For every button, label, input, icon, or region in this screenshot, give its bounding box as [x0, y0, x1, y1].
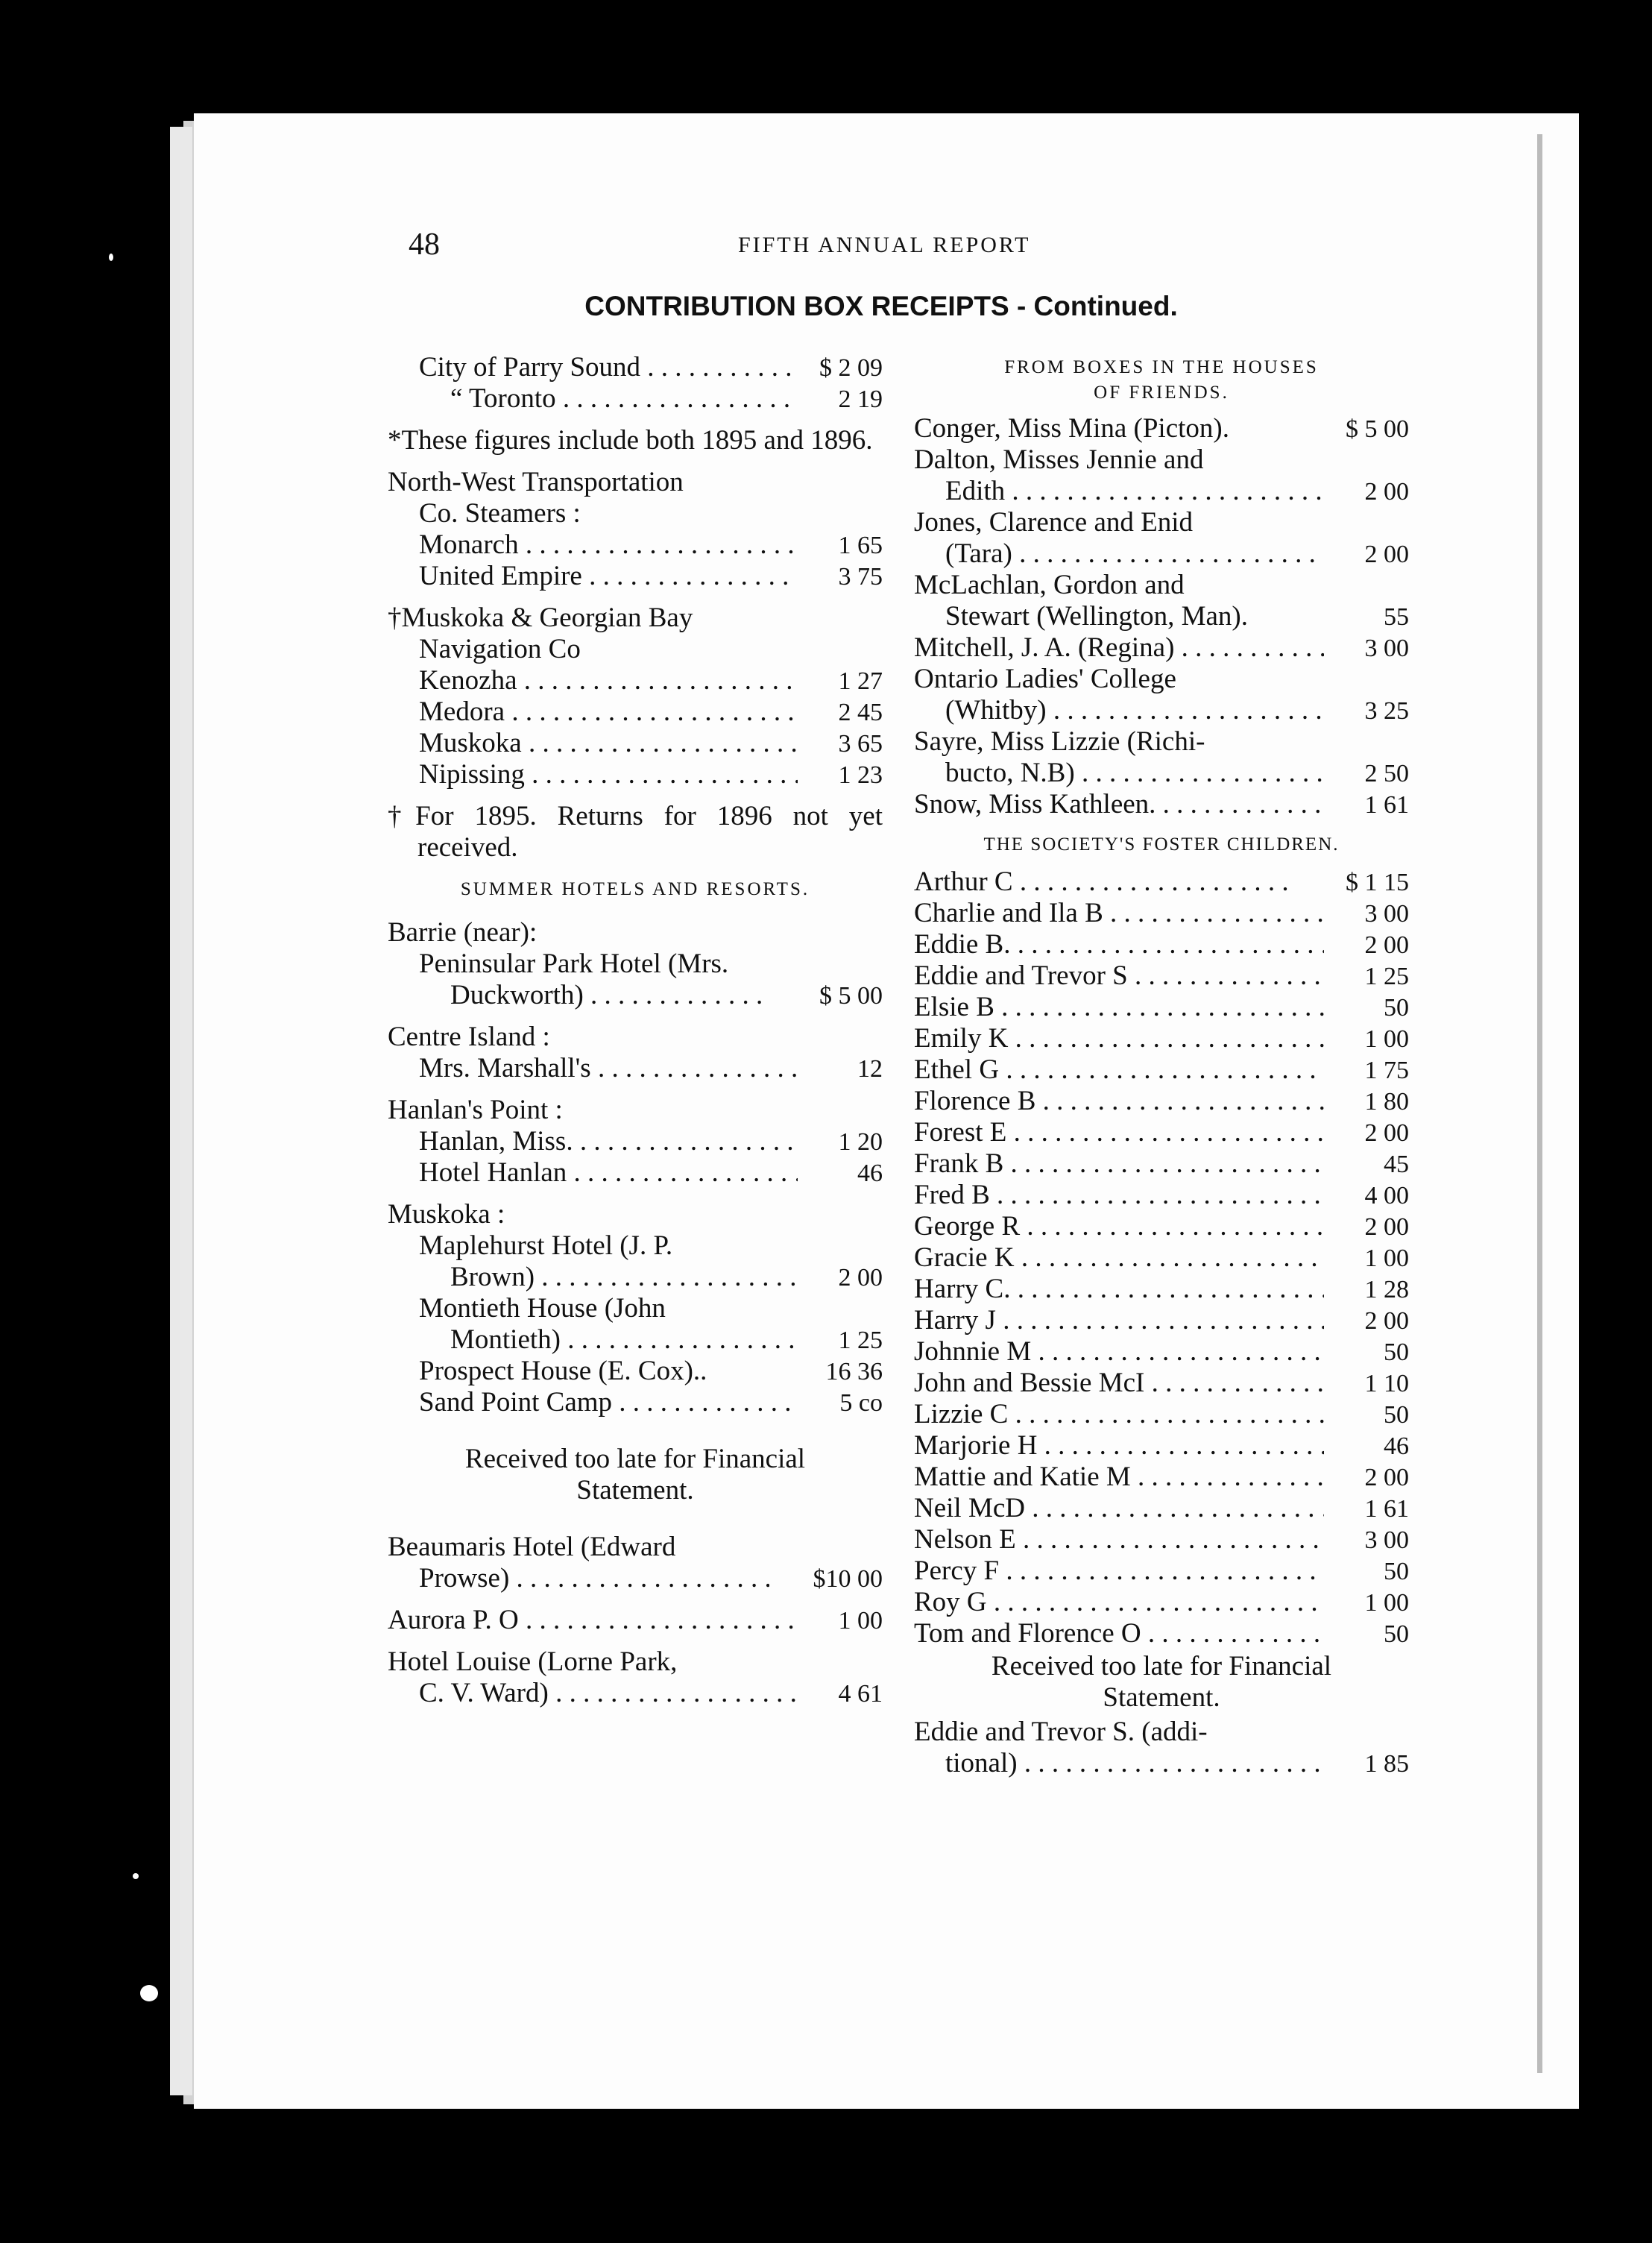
entry-amount: 3 00 [1364, 1526, 1409, 1554]
ledger-row [388, 1053, 883, 1084]
entry-text: Peninsular Park Hotel (Mrs. [419, 949, 729, 979]
entry-label: Charlie and Ila B [914, 898, 1103, 928]
entry-label: Montieth) [450, 1324, 561, 1355]
entry-text: Ontario Ladies' College [914, 664, 1176, 694]
dust-speck [109, 254, 113, 261]
entry-label: Fred B [914, 1180, 990, 1210]
ledger-row [388, 980, 883, 1011]
late-note: Received too late for Financial Statement. [464, 1444, 806, 1506]
group-heading: Muskoka : [388, 1199, 505, 1230]
entry-amount: 50 [1384, 1338, 1409, 1366]
entry-label: Florence B [914, 1086, 1036, 1116]
ledger-row [914, 601, 1409, 632]
entry-amount: 4 61 [838, 1680, 883, 1708]
ledger-row [914, 476, 1409, 507]
entry-label: Marjorie H [914, 1430, 1038, 1461]
entry-amount: 2 19 [838, 386, 883, 413]
entry-amount: 2 00 [1364, 931, 1409, 959]
foster-child-row [914, 960, 1409, 992]
entry-label: bucto, N.B) [945, 758, 1075, 788]
entry-text: Dalton, Misses Jennie and [914, 444, 1204, 475]
entry-label: Conger, Miss Mina (Picton). [914, 413, 1229, 444]
entry-amount: 1 27 [838, 667, 883, 695]
entry-label: Kenozha [419, 665, 517, 696]
entry-label: Snow, Miss Kathleen. [914, 789, 1156, 820]
entry-label: Aurora P. O [388, 1605, 519, 1635]
subsection-heading: SUMMER HOTELS AND RESORTS. [460, 879, 810, 899]
entry-amount: 1 75 [1364, 1057, 1409, 1084]
entry-text: Jones, Clarence and Enid [914, 507, 1193, 538]
entry-label: Elsie B [914, 992, 994, 1022]
entry-label: United Empire [419, 561, 582, 591]
entry-amount: 2 00 [1364, 478, 1409, 506]
entry-amount: 1 10 [1364, 1370, 1409, 1397]
entry-label: George R [914, 1211, 1021, 1242]
foster-child-row [914, 1618, 1409, 1649]
entry-label: Lizzie C [914, 1399, 1009, 1429]
entry-amount: $10 00 [813, 1565, 883, 1593]
entry-amount: 16 36 [825, 1358, 883, 1385]
group-heading: Co. Steamers : [419, 498, 581, 529]
subsection-heading-line: FROM BOXES IN THE HOUSES [1004, 357, 1319, 377]
gutter-shadow [1537, 134, 1542, 2073]
entry-amount: 2 00 [1364, 1307, 1409, 1335]
entry-amount: 1 61 [1364, 791, 1409, 819]
entry-label: Eddie B. [914, 929, 1011, 960]
foster-child-row [914, 1148, 1409, 1180]
subsection-heading-line: OF FRIENDS. [1094, 383, 1229, 403]
entry-label: Emily K [914, 1023, 1009, 1054]
ledger-row [388, 1356, 883, 1387]
entry-label: Ethel G [914, 1054, 1000, 1085]
entry-amount: 3 25 [1364, 697, 1409, 725]
entry-text: Beaumaris Hotel (Edward [388, 1532, 676, 1562]
entry-amount: 1 85 [1364, 1750, 1409, 1778]
entry-amount: 12 [857, 1055, 883, 1083]
foster-child-row [914, 1587, 1409, 1618]
foster-child-row [914, 1054, 1409, 1086]
foster-child-row [914, 1180, 1409, 1211]
late-note: Received too late for Financial Statement. [991, 1651, 1332, 1713]
entry-label: Nipissing [419, 759, 525, 790]
footnote: †For 1895. Returns for 1896 not yet received. [388, 801, 883, 863]
entry-label: (Whitby) [945, 695, 1047, 726]
entry-amount: 1 25 [1364, 963, 1409, 990]
foster-child-row [914, 1274, 1409, 1305]
foster-child-row [914, 1086, 1409, 1117]
foster-child-row [914, 1211, 1409, 1242]
entry-amount: 1 00 [1364, 1589, 1409, 1617]
entry-amount: 3 00 [1364, 900, 1409, 928]
dust-speck [140, 1985, 158, 2001]
entry-amount: $ 5 00 [819, 982, 883, 1010]
entry-label: “ Toronto [450, 383, 556, 414]
ledger-row [388, 1126, 883, 1157]
entry-label: Medora [419, 696, 505, 727]
entry-label: Nelson E [914, 1524, 1016, 1555]
entry-amount: 1 00 [1364, 1245, 1409, 1272]
entry-amount: 5 co [839, 1389, 883, 1417]
page-number: 48 [409, 227, 440, 262]
group-heading: Barrie (near): [388, 917, 537, 948]
ledger-row [388, 1563, 883, 1594]
ledger-row [914, 789, 1409, 820]
foster-child-row [914, 1305, 1409, 1336]
ledger-row [914, 695, 1409, 726]
group-heading: Navigation Co [419, 634, 581, 664]
dust-speck [133, 1873, 139, 1879]
entry-amount: $ 2 09 [819, 354, 883, 382]
group-heading: †Muskoka & Georgian Bay [388, 603, 693, 633]
entry-text: Montieth House (John [419, 1293, 666, 1324]
ledger-row [388, 759, 883, 790]
entry-amount: 1 61 [1364, 1495, 1409, 1523]
entry-amount: 50 [1384, 1558, 1409, 1585]
foster-child-row [914, 1336, 1409, 1368]
entry-label: Sand Point Camp [419, 1387, 613, 1418]
entry-label: Johnnie M [914, 1336, 1032, 1367]
entry-label: tional) [945, 1748, 1018, 1778]
ledger-row [914, 632, 1409, 664]
entry-amount: 1 65 [838, 532, 883, 559]
entry-amount: 50 [1384, 1401, 1409, 1429]
foster-child-row [914, 1462, 1409, 1493]
entry-label: Mrs. Marshall's [419, 1053, 591, 1083]
ledger-row [388, 1605, 883, 1636]
entry-text: Maplehurst Hotel (J. P. [419, 1230, 673, 1261]
entry-amount: 2 00 [838, 1264, 883, 1292]
ledger-row [388, 696, 883, 728]
foster-child-row [914, 1524, 1409, 1555]
entry-text: Sayre, Miss Lizzie (Richi- [914, 726, 1205, 757]
entry-amount: 55 [1384, 603, 1409, 631]
entry-label: Arthur C [914, 866, 1013, 897]
running-title: FIFTH ANNUAL REPORT [738, 233, 1031, 257]
entry-label: Gracie K [914, 1242, 1015, 1273]
entry-amount: 2 50 [1364, 760, 1409, 787]
entry-label: John and Bessie McI [914, 1368, 1145, 1398]
ledger-row [914, 758, 1409, 789]
group-heading: Centre Island : [388, 1022, 550, 1052]
ledger-row [388, 1387, 883, 1418]
foster-child-row [914, 1399, 1409, 1430]
entry-label: Monarch [419, 529, 519, 560]
entry-amount: 1 28 [1364, 1276, 1409, 1303]
ledger-row [388, 1157, 883, 1189]
entry-amount: 2 00 [1364, 1119, 1409, 1147]
entry-label: Stewart (Wellington, Man). [945, 601, 1248, 632]
ledger-row [388, 728, 883, 759]
entry-label: Duckworth) [450, 980, 584, 1010]
group-heading: North-West Transportation [388, 467, 684, 497]
ledger-row [388, 352, 883, 383]
ledger-row [388, 1262, 883, 1293]
entry-amount: 50 [1384, 994, 1409, 1022]
entry-label: (Tara) [945, 538, 1012, 569]
entry-label: Eddie and Trevor S [914, 960, 1128, 991]
entry-amount: 45 [1384, 1151, 1409, 1178]
entry-amount: 46 [1384, 1432, 1409, 1460]
entry-amount: 3 75 [838, 563, 883, 591]
entry-amount: $ 5 00 [1346, 415, 1409, 443]
entry-amount: 4 00 [1364, 1182, 1409, 1209]
entry-amount: 2 00 [1364, 541, 1409, 568]
entry-label: C. V. Ward) [419, 1678, 549, 1708]
entry-label: Prowse) [419, 1563, 510, 1594]
entry-amount: 50 [1384, 1620, 1409, 1648]
foster-child-row [914, 1117, 1409, 1148]
ledger-row [388, 665, 883, 696]
ledger-row [914, 1748, 1409, 1779]
entry-label: Brown) [450, 1262, 535, 1292]
entry-label: Mitchell, J. A. (Regina) [914, 632, 1175, 663]
ledger-row [388, 1324, 883, 1356]
entry-label: Percy F [914, 1555, 1000, 1586]
entry-amount: 2 00 [1364, 1464, 1409, 1491]
entry-label: Roy G [914, 1587, 987, 1617]
entry-label: Forest E [914, 1117, 1007, 1148]
entry-amount: 1 00 [1364, 1025, 1409, 1053]
entry-label: Neil McD [914, 1493, 1025, 1523]
foster-child-row [914, 1023, 1409, 1054]
entry-amount: 3 00 [1364, 635, 1409, 662]
section-title: CONTRIBUTION BOX RECEIPTS - Continued. [584, 291, 1178, 321]
entry-text: Hotel Louise (Lorne Park, [388, 1646, 678, 1677]
entry-text: Eddie and Trevor S. (addi- [914, 1717, 1208, 1747]
left-column [388, 352, 883, 1720]
ledger-row [914, 413, 1409, 444]
foster-children-list [914, 866, 1409, 1649]
entry-label: Tom and Florence O [914, 1618, 1141, 1649]
foster-child-row [914, 1368, 1409, 1399]
entry-amount: 3 65 [838, 730, 883, 758]
ledger-row [388, 383, 883, 415]
entry-label: Frank B [914, 1148, 1004, 1179]
page-edge [170, 127, 192, 2095]
foster-child-row [914, 898, 1409, 929]
entry-label: Prospect House (E. Cox).. [419, 1356, 707, 1386]
entry-amount: 2 45 [838, 699, 883, 726]
foster-child-row [914, 1493, 1409, 1524]
entry-amount: $ 1 15 [1346, 869, 1409, 896]
entry-label: Edith [945, 476, 1006, 506]
entry-label: Muskoka [419, 728, 522, 758]
ledger-row [388, 529, 883, 561]
foster-child-row [914, 1242, 1409, 1274]
foster-child-row [914, 992, 1409, 1023]
entry-amount: 1 23 [838, 761, 883, 789]
entry-label: Harry J [914, 1305, 996, 1336]
right-column [914, 355, 1409, 1779]
foster-child-row [914, 1430, 1409, 1462]
entry-label: Hanlan, Miss. [419, 1126, 573, 1157]
entry-amount: 46 [857, 1160, 883, 1187]
group-heading: Hanlan's Point : [388, 1095, 563, 1125]
entry-amount: 2 00 [1364, 1213, 1409, 1241]
entry-amount: 1 25 [838, 1327, 883, 1354]
foster-child-row [914, 1555, 1409, 1587]
entry-label: City of Parry Sound [419, 352, 641, 383]
entry-label: Harry C. [914, 1274, 1011, 1304]
entry-text: McLachlan, Gordon and [914, 570, 1185, 600]
footnote: *These figures include both 1895 and 1896. [388, 425, 873, 456]
entry-label: Mattie and Katie M [914, 1462, 1131, 1492]
foster-child-row [914, 866, 1409, 898]
ledger-row [388, 561, 883, 592]
entry-amount: 1 00 [838, 1607, 883, 1635]
foster-child-row [914, 929, 1409, 960]
entry-label: Hotel Hanlan [419, 1157, 567, 1188]
ledger-row [914, 538, 1409, 570]
subsection-heading: THE SOCIETY'S FOSTER CHILDREN. [983, 834, 1340, 855]
entry-amount: 1 80 [1364, 1088, 1409, 1116]
subsection-heading [914, 355, 1409, 406]
entry-amount: 1 20 [838, 1128, 883, 1156]
ledger-row [388, 1678, 883, 1709]
